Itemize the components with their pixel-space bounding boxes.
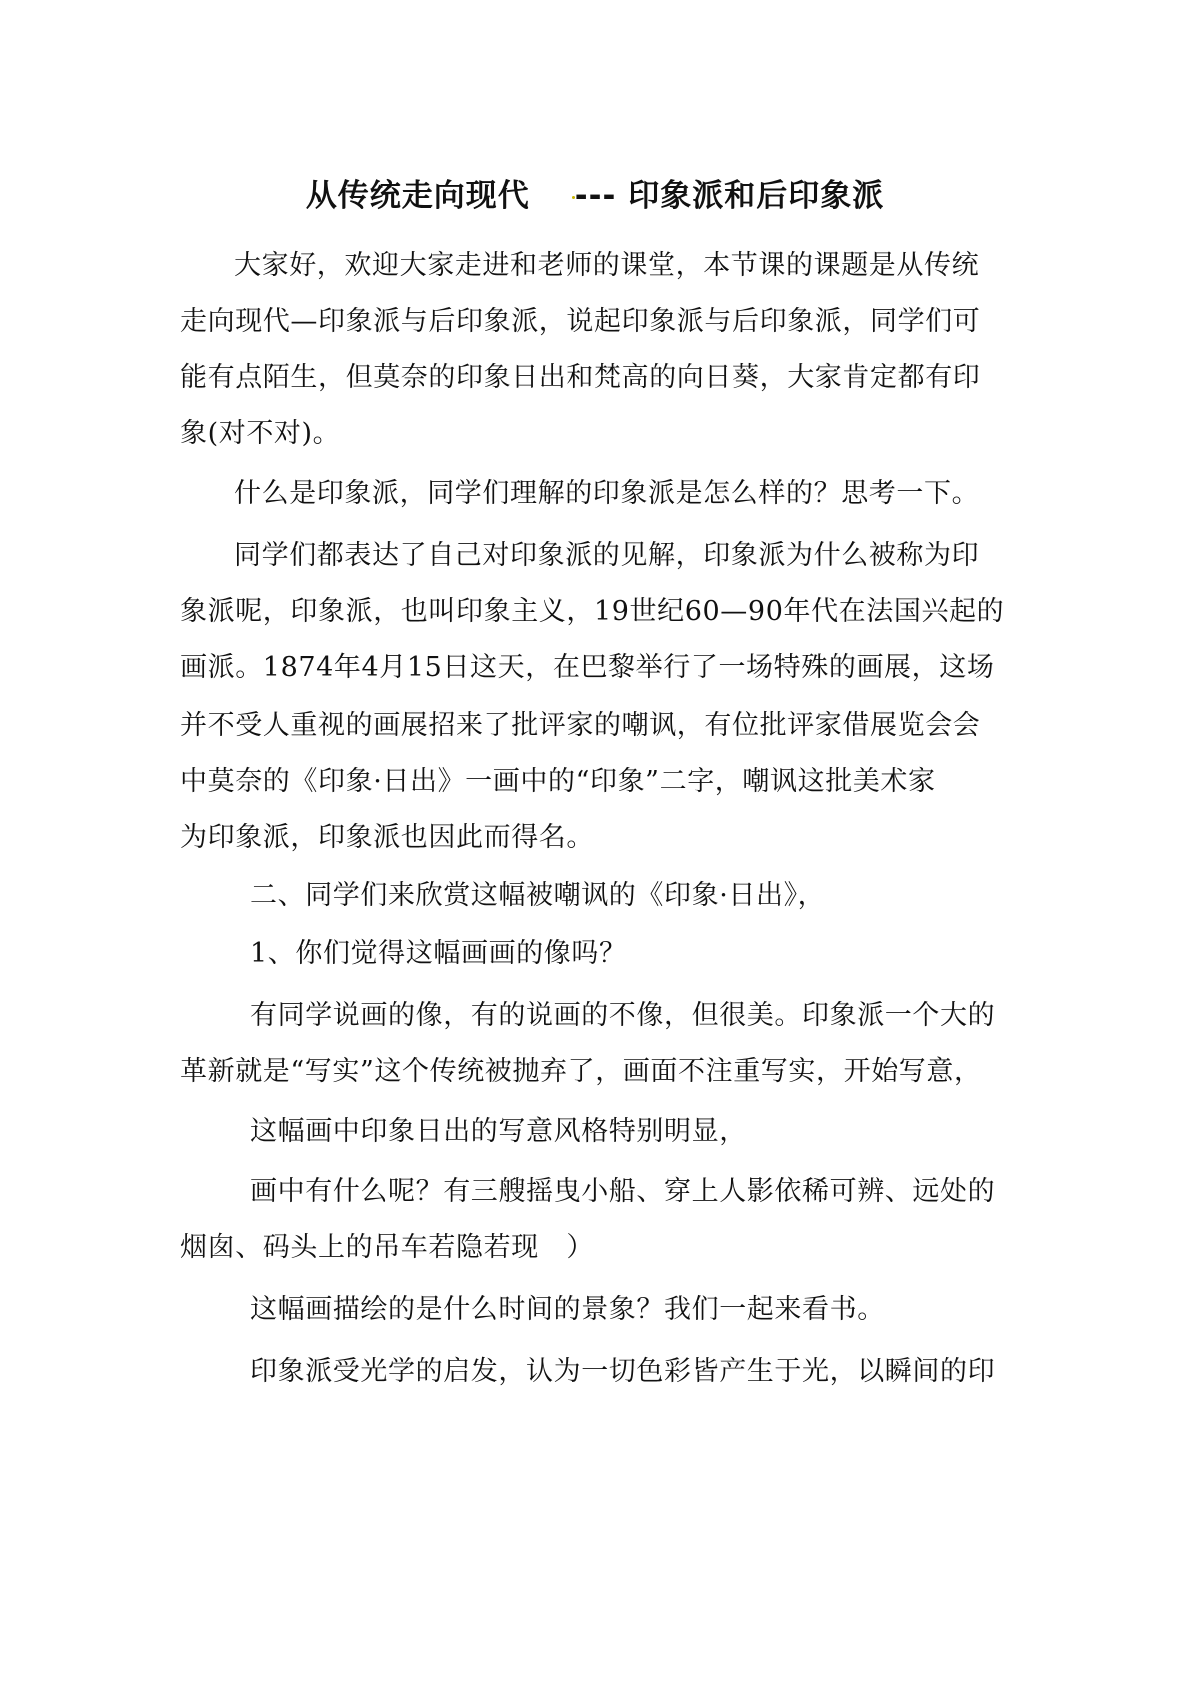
title-dashes: ---	[574, 178, 617, 214]
paragraph-line: 能有点陌生，但莫奈的印象日出和梵高的向日葵，大家肯定都有印	[180, 362, 981, 393]
paragraph-line: 1、你们觉得这幅画画的像吗？	[250, 938, 627, 969]
paragraph-line: 这幅画描绘的是什么时间的景象？我们一起来看书。	[250, 1294, 885, 1325]
paragraph-line: 画中有什么呢？有三艘摇曳小船、穿上人影依稀可辨、远处的	[250, 1176, 996, 1207]
paragraph-line: 烟囱、码头上的吊车若隐若现 ）	[180, 1232, 594, 1263]
title-right: 印象派和后印象派	[628, 178, 885, 214]
paragraph-line: 并不受人重视的画展招来了批评家的嘲讽，有位批评家借展览会会	[180, 710, 981, 741]
paragraph-line: 同学们都表达了自己对印象派的见解，印象派为什么被称为印	[234, 540, 980, 571]
paragraph-line: 画派。1874年4月15日这天，在巴黎举行了一场特殊的画展，这场	[180, 652, 995, 683]
paragraph-line: 走向现代—印象派与后印象派，说起印象派与后印象派，同学们可	[180, 306, 981, 337]
title-left: 从传统走向现代	[305, 178, 530, 214]
paragraph-line: 象派呢，印象派，也叫印象主义，19世纪60—90年代在法国兴起的	[180, 596, 1005, 627]
paragraph-line: 这幅画中印象日出的写意风格特别明显，	[250, 1116, 747, 1147]
paragraph-line: 什么是印象派，同学们理解的印象派是怎么样的？思考一下。	[234, 478, 980, 509]
paragraph-line: 大家好，欢迎大家走进和老师的课堂，本节课的课题是从传统	[234, 250, 980, 281]
paragraph-line: 二、同学们来欣赏这幅被嘲讽的《印象·日出》，	[250, 880, 826, 911]
paragraph-line: 革新就是“写实”这个传统被抛弃了，画面不注重写实，开始写意，	[180, 1056, 982, 1087]
document-title	[180, 170, 1010, 215]
paragraph-line: 印象派受光学的启发，认为一切色彩皆产生于光，以瞬间的印	[250, 1356, 996, 1387]
paragraph-line: 中莫奈的《印象·日出》一画中的“印象”二字，嘲讽这批美术家	[180, 766, 936, 797]
paragraph-line: 象(对不对)。	[180, 418, 341, 449]
paragraph-line: 有同学说画的像，有的说画的不像，但很美。印象派一个大的	[250, 1000, 996, 1031]
paragraph-line: 为印象派，印象派也因此而得名。	[180, 822, 594, 853]
